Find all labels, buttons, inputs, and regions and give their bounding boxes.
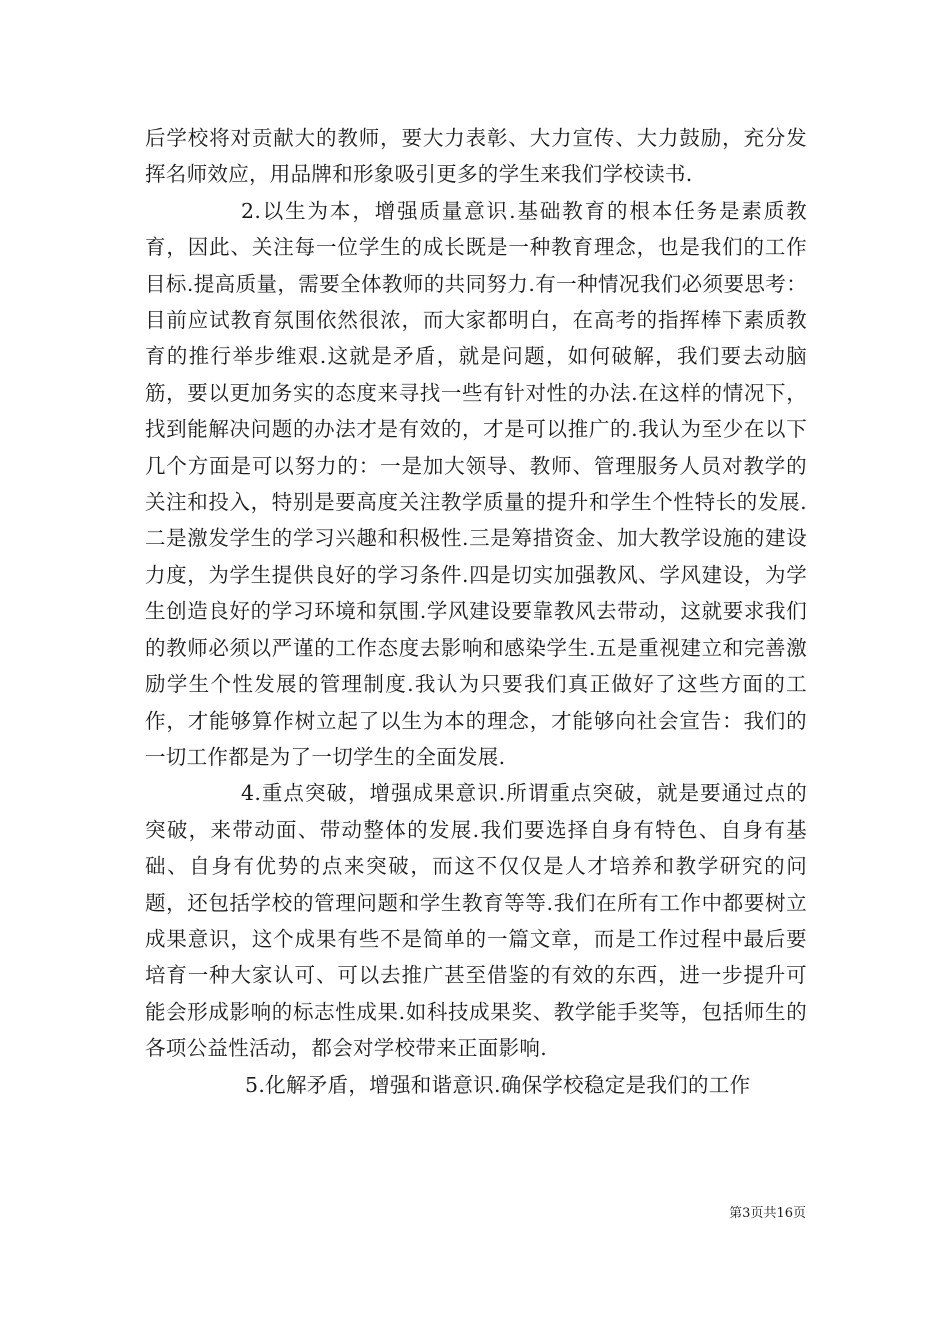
page-number: 第3页共16页 [729,1206,806,1221]
paragraph-harmony-awareness: 5.化解矛盾，增强和谐意识.确保学校稳定是我们的工作 [245,1072,751,1097]
paragraph-continued: 后学校将对贡献大的教师，要大力表彰、大力宣传、大力鼓励，充分发挥名师效应，用品牌和形象吸引更多的学生来我们学校读书. [145,126,807,187]
document-body [145,120,807,1103]
paragraph-quality-awareness: 2.以生为本，增强质量意识.基础教育的根本任务是素质教育，因此、关注每一位学生的成长既是一种教育理念，也是我们的工作目标.提高质量，需要全体教师的共同努力.有一种情况我们必须要思考：目前应试教育氛围依然很浓，而大家都明白，在高考的指挥棒下素质教育的推行举步维艰.这就是矛盾，就是问题，如何破解，我们要去动脑筋，要以更加务实的态度来寻找一些有针对性的办法.在这样的情况下，找到能解决问题的办法才是有效的，才是可以推广的.我认为至少在以下几个方面是可以努力的：一是加大领导、教师、管理服务人员对教学的关注和投入，特别是要高度关注教学质量的提升和学生个性特长的发展.二是激发学生的学习兴趣和积极性.三是筹措资金、加大教学设施的建设力度，为学生提供良好的学习条件.四是切实加强教风、学风建设，为学生创造良好的学习环境和氛围.学风建设要靠教风去带动，这就要求我们的教师必须以严谨的工作态度去影响和感染学生.五是重视建立和完善激励学生个性发展的管理制度.我认为只要我们真正做好了这些方面的工作，才能够算作树立起了以生为本的理念，才能够向社会宣告：我们的一切工作都是为了一切学生的全面发展. [145,198,807,769]
paragraph-results-awareness: 4.重点突破，增强成果意识.所谓重点突破，就是要通过点的突破，来带动面、带动整体的发展.我们要选择自身有特色、自身有基础、自身有优势的点来突破，而这不仅仅是人才培养和教学研究的问题，还包括学校的管理问题和学生教育等等.我们在所有工作中都要树立成果意识，这个成果有些不是简单的一篇文章，而是工作过程中最后要培育一种大家认可、可以去推广甚至借鉴的有效的东西，进一步提升可能会形成影响的标志性成果.如科技成果奖、教学能手奖等，包括师生的各项公益性活动，都会对学校带来正面影响. [145,781,807,1061]
